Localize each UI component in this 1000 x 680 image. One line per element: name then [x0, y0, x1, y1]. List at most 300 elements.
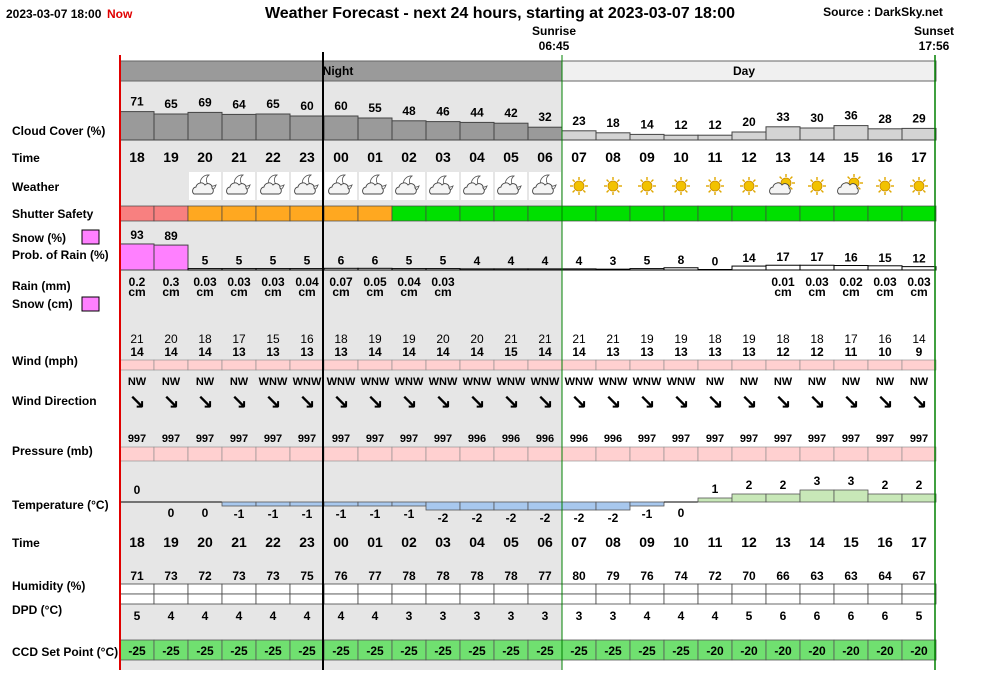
precip-amount: 0.07: [329, 275, 353, 289]
label-wind-direction: Wind Direction: [12, 394, 97, 408]
pressure-bar: [766, 447, 800, 461]
precip-unit: cm: [400, 285, 418, 299]
precip-unit: cm: [196, 285, 214, 299]
precip-unit: cm: [264, 285, 282, 299]
pressure-bar: [426, 447, 460, 461]
cloud-cover-bar: [732, 132, 766, 140]
wind-arrow: ↘: [196, 392, 214, 414]
cloud-cover-label: 48: [402, 103, 416, 118]
ccd-set-point-label: -25: [536, 644, 554, 658]
shutter-safety-cell: [766, 206, 800, 221]
pressure-bar: [222, 447, 256, 461]
rain-probability-label: 17: [810, 250, 824, 265]
wind-speed-label: 11: [844, 345, 858, 359]
label-snow-cm: Snow (cm): [12, 297, 73, 311]
shutter-safety-cell: [528, 206, 562, 221]
humidity-label: 75: [300, 569, 314, 583]
cloud-cover-label: 42: [504, 106, 518, 121]
shutter-safety-cell: [154, 206, 188, 221]
wind-arrow: ↘: [808, 392, 826, 414]
time-label: 18: [129, 149, 145, 165]
cloud-cover-label: 60: [300, 99, 314, 113]
time-label: 10: [673, 149, 689, 165]
temperature-label: -1: [369, 507, 381, 521]
cloud-cover-label: 32: [538, 110, 552, 125]
rain-probability-label: 12: [912, 251, 926, 266]
temperature-bar: [902, 494, 936, 502]
pressure-bar: [392, 447, 426, 461]
wind-direction-label: WNW: [564, 376, 594, 388]
shutter-safety-cell: [834, 206, 868, 221]
dpd-bar: [630, 594, 664, 604]
wind-bar: [528, 360, 562, 370]
time-label: 08: [605, 149, 621, 165]
precip-amount: 0.01: [771, 275, 795, 289]
wind-direction-label: WNW: [394, 376, 424, 388]
rain-probability-bar: [868, 266, 902, 270]
humidity-label: 71: [130, 569, 144, 583]
cloud-cover-label: 33: [776, 109, 790, 124]
wind-arrow: ↘: [570, 392, 588, 414]
wind-speed-label: 13: [708, 345, 722, 359]
temperature-label: 2: [915, 478, 923, 492]
precip-amount: 0.03: [193, 275, 217, 289]
pressure-label: 997: [297, 433, 317, 445]
rain-probability-label: 5: [439, 253, 447, 268]
time-label: 14: [809, 149, 825, 165]
temperature-label: -2: [505, 511, 517, 525]
shutter-safety-cell: [120, 206, 154, 221]
cloud-cover-bar: [426, 122, 460, 140]
snow-probability-label: 93: [130, 227, 144, 242]
cloud-cover-bar: [800, 128, 834, 140]
dpd-bar: [290, 594, 324, 604]
time-label: 16: [877, 149, 893, 165]
wind-bar: [800, 360, 834, 370]
dpd-label: 6: [813, 609, 821, 623]
cloud-cover-label: 30: [810, 111, 824, 125]
pressure-bar: [664, 447, 698, 461]
pressure-bar: [800, 447, 834, 461]
time-label-bottom: 04: [469, 534, 485, 550]
wind-arrow: ↘: [298, 392, 316, 414]
time-label: 13: [775, 149, 791, 165]
cloud-cover-label: 12: [674, 118, 688, 133]
shutter-safety-cell: [630, 206, 664, 221]
humidity-bar: [596, 584, 630, 594]
time-label: 12: [741, 149, 757, 165]
humidity-bar: [290, 584, 324, 594]
time-label-bottom: 12: [741, 534, 757, 550]
wind-bar: [460, 360, 494, 370]
wind-direction-label: WNW: [632, 376, 662, 388]
wind-arrow: ↘: [264, 392, 282, 414]
wind-bar: [290, 360, 324, 370]
legend-snow-cm: [82, 297, 99, 311]
time-label-bottom: 14: [809, 534, 825, 550]
dpd-bar: [324, 594, 358, 604]
wind-speed-label: 14: [368, 345, 382, 359]
wind-speed-label: 13: [674, 345, 688, 359]
time-label: 11: [707, 149, 723, 165]
precip-amount: 0.04: [295, 275, 319, 289]
label-humidity: Humidity (%): [12, 579, 86, 593]
wind-bar: [868, 360, 902, 370]
rain-probability-bar: [902, 267, 936, 270]
wind-arrow: ↘: [468, 392, 486, 414]
wind-arrow: ↘: [876, 392, 894, 414]
humidity-label: 66: [776, 569, 790, 583]
dpd-label: 6: [881, 609, 889, 623]
shutter-safety-cell: [188, 206, 222, 221]
temperature-label: 0: [167, 506, 175, 520]
shutter-safety-cell: [392, 206, 426, 221]
wind-gust-label: 17: [844, 332, 858, 346]
dpd-label: 3: [405, 609, 413, 623]
rain-probability-label: 16: [844, 250, 858, 265]
wind-direction-label: WNW: [292, 376, 322, 388]
wind-direction-label: NW: [773, 376, 793, 388]
page-title: Weather Forecast - next 24 hours, starting at 2023-03-07 18:00: [264, 5, 736, 22]
cloud-cover-bar: [324, 116, 358, 140]
wind-speed-label: 9: [915, 345, 923, 359]
rain-probability-label: 6: [337, 253, 345, 268]
temperature-bar: [766, 494, 800, 502]
sun-icon: [740, 177, 758, 195]
ccd-set-point-label: -25: [502, 644, 520, 658]
pressure-bar: [460, 447, 494, 461]
wind-speed-label: 13: [232, 345, 246, 359]
wind-arrow: ↘: [604, 392, 622, 414]
rain-probability-bar: [494, 269, 528, 270]
wind-gust-label: 20: [436, 332, 450, 346]
wind-gust-label: 21: [572, 332, 586, 346]
pressure-bar: [902, 447, 936, 461]
cloud-cover-bar: [664, 135, 698, 140]
sunset-label: Sunset: [913, 24, 955, 38]
wind-gust-label: 20: [164, 332, 178, 346]
wind-speed-label: 12: [776, 345, 790, 359]
cloud-cover-bar: [494, 123, 528, 140]
wind-direction-label: WNW: [462, 376, 492, 388]
time-label-bottom: 10: [673, 534, 689, 550]
ccd-set-point-label: -25: [332, 644, 350, 658]
rain-probability-bar: [290, 269, 324, 270]
dpd-bar: [120, 594, 154, 604]
cloud-cover-bar: [630, 134, 664, 140]
temperature-bar: [868, 494, 902, 502]
temperature-label: -1: [233, 507, 245, 521]
day-band-label: Day: [732, 64, 756, 78]
pressure-label: 997: [739, 433, 759, 445]
cloud-cover-bar: [460, 122, 494, 140]
pressure-bar: [188, 447, 222, 461]
rain-probability-label: 5: [269, 253, 277, 268]
shutter-safety-cell: [902, 206, 936, 221]
humidity-bar: [324, 584, 358, 594]
rain-probability-label: 5: [201, 253, 209, 268]
timestamp: 2023-03-07 18:00: [6, 7, 102, 21]
ccd-set-point-label: -25: [570, 644, 588, 658]
time-label-bottom: 00: [333, 534, 349, 550]
wind-speed-label: 14: [198, 345, 212, 359]
dpd-label: 3: [507, 609, 515, 623]
dpd-label: 4: [167, 609, 175, 623]
time-label: 20: [197, 149, 213, 165]
wind-direction-label: NW: [875, 376, 895, 388]
legend-snow-pct: [82, 230, 99, 244]
label-wind: Wind (mph): [12, 354, 78, 368]
dpd-label: 4: [371, 609, 379, 623]
wind-direction-label: NW: [127, 376, 147, 388]
precip-amount: 0.03: [907, 275, 931, 289]
cloud-cover-label: 64: [232, 97, 246, 112]
wind-arrow: ↘: [910, 392, 928, 414]
rain-probability-label: 5: [643, 253, 651, 268]
cloud-cover-label: 23: [572, 113, 586, 128]
wind-direction-label: NW: [705, 376, 725, 388]
rain-probability-bar: [732, 266, 766, 270]
dpd-bar: [800, 594, 834, 604]
wind-direction-label: NW: [161, 376, 181, 388]
humidity-bar: [630, 584, 664, 594]
temperature-label: 0: [677, 506, 685, 520]
wind-direction-label: WNW: [530, 376, 560, 388]
sunrise-time: 06:45: [538, 39, 570, 53]
dpd-bar: [834, 594, 868, 604]
humidity-bar: [868, 584, 902, 594]
humidity-label: 72: [198, 569, 212, 583]
temperature-bar: [630, 502, 664, 506]
temperature-bar: [358, 502, 392, 506]
time-label-bottom: 02: [401, 534, 417, 550]
ccd-set-point-label: -20: [740, 644, 758, 658]
wind-gust-label: 21: [130, 332, 144, 346]
ccd-set-point-label: -25: [468, 644, 486, 658]
humidity-bar: [120, 584, 154, 594]
temperature-label: 3: [813, 474, 821, 488]
rain-probability-bar: [664, 268, 698, 270]
rain-probability-bar: [698, 270, 732, 271]
humidity-label: 73: [164, 569, 178, 583]
time-label-bottom: 03: [435, 534, 451, 550]
humidity-bar: [426, 584, 460, 594]
humidity-label: 64: [878, 569, 892, 583]
wind-speed-label: 14: [402, 345, 416, 359]
time-label-bottom: 19: [163, 534, 179, 550]
precip-amount: 0.03: [261, 275, 285, 289]
cloud-cover-bar: [188, 112, 222, 140]
cloud-cover-label: 20: [742, 115, 756, 129]
sun-icon: [808, 177, 826, 195]
wind-arrow: ↘: [332, 392, 350, 414]
ccd-set-point-label: -25: [298, 644, 316, 658]
wind-arrow: ↘: [128, 392, 146, 414]
rain-probability-bar: [766, 265, 800, 270]
rain-probability-label: 6: [371, 253, 379, 268]
pressure-bar: [358, 447, 392, 461]
wind-direction-label: WNW: [666, 376, 696, 388]
dpd-label: 3: [575, 609, 583, 623]
pressure-label: 996: [467, 433, 487, 445]
wind-bar: [902, 360, 936, 370]
wind-speed-label: 15: [504, 345, 518, 359]
rain-probability-bar: [324, 268, 358, 270]
humidity-bar: [154, 584, 188, 594]
dpd-label: 4: [337, 609, 345, 623]
time-label: 01: [367, 149, 383, 165]
shutter-safety-cell: [256, 206, 290, 221]
label-dpd: DPD (°C): [12, 603, 63, 617]
cloud-cover-bar: [120, 112, 154, 140]
temperature-label: -1: [641, 507, 653, 521]
temperature-label: -2: [573, 511, 585, 525]
humidity-label: 78: [436, 569, 450, 583]
humidity-label: 72: [708, 569, 722, 583]
shutter-safety-cell: [494, 206, 528, 221]
wind-bar: [732, 360, 766, 370]
temperature-label: 2: [745, 478, 753, 492]
pressure-label: 997: [875, 433, 895, 445]
ccd-set-point-label: -25: [604, 644, 622, 658]
rain-probability-label: 5: [303, 253, 311, 268]
dpd-label: 5: [133, 609, 141, 623]
dpd-label: 4: [677, 609, 685, 623]
cloud-cover-bar: [358, 118, 392, 140]
wind-gust-label: 16: [300, 332, 314, 346]
shutter-safety-cell: [732, 206, 766, 221]
humidity-label: 77: [538, 569, 552, 583]
humidity-bar: [494, 584, 528, 594]
wind-direction-label: WNW: [258, 376, 288, 388]
cloud-cover-label: 46: [436, 104, 450, 119]
wind-gust-label: 19: [402, 332, 416, 346]
wind-speed-label: 14: [572, 345, 586, 359]
temperature-bar: [698, 498, 732, 502]
cloud-cover-bar: [562, 131, 596, 140]
ccd-set-point-label: -25: [128, 644, 146, 658]
rain-probability-label: 0: [711, 254, 719, 269]
pressure-label: 997: [331, 433, 351, 445]
ccd-set-point-label: -25: [366, 644, 384, 658]
precip-unit: cm: [808, 285, 826, 299]
time-label-bottom: 22: [265, 534, 281, 550]
temperature-bar: [800, 490, 834, 502]
temperature-bar: [834, 490, 868, 502]
precip-unit: cm: [876, 285, 894, 299]
dpd-bar: [732, 594, 766, 604]
wind-direction-label: NW: [807, 376, 827, 388]
rain-probability-bar: [392, 269, 426, 270]
ccd-set-point-label: -25: [162, 644, 180, 658]
precip-amount: 0.03: [873, 275, 897, 289]
label-ccd: CCD Set Point (°C): [12, 645, 119, 659]
precip-amount: 0.2: [128, 275, 146, 289]
pressure-label: 997: [161, 433, 181, 445]
dpd-bar: [766, 594, 800, 604]
cloud-cover-bar: [256, 114, 290, 140]
dpd-label: 4: [201, 609, 209, 623]
ccd-set-point-label: -25: [434, 644, 452, 658]
night-band-label: Night: [322, 64, 354, 78]
temperature-bar: [596, 502, 630, 510]
wind-speed-label: 10: [878, 345, 892, 359]
time-label-bottom: 07: [571, 534, 587, 550]
wind-gust-label: 19: [674, 332, 688, 346]
label-pressure: Pressure (mb): [12, 444, 93, 458]
humidity-bar: [698, 584, 732, 594]
snow-probability-label: 89: [164, 229, 178, 244]
precip-unit: cm: [162, 285, 180, 299]
wind-bar: [596, 360, 630, 370]
pressure-label: 997: [433, 433, 453, 445]
rain-probability-bar: [834, 266, 868, 270]
precip-amount: 0.03: [431, 275, 455, 289]
temperature-label: 0: [133, 483, 141, 497]
humidity-label: 79: [606, 569, 620, 583]
ccd-set-point-label: -20: [876, 644, 894, 658]
shutter-safety-cell: [800, 206, 834, 221]
dpd-bar: [494, 594, 528, 604]
temperature-label: -1: [301, 507, 313, 521]
wind-bar: [222, 360, 256, 370]
dpd-bar: [868, 594, 902, 604]
dpd-label: 5: [745, 609, 753, 623]
temperature-label: 3: [847, 474, 855, 488]
wind-bar: [562, 360, 596, 370]
shutter-safety-cell: [596, 206, 630, 221]
pressure-label: 997: [365, 433, 385, 445]
cloud-cover-label: 65: [164, 97, 178, 111]
time-label-bottom: 09: [639, 534, 655, 550]
wind-gust-label: 21: [538, 332, 552, 346]
wind-direction-label: WNW: [360, 376, 390, 388]
wind-bar: [188, 360, 222, 370]
time-label: 19: [163, 149, 179, 165]
rain-probability-label: 4: [507, 253, 515, 268]
precip-amount: 0.3: [162, 275, 180, 289]
cloud-cover-bar: [766, 127, 800, 140]
dpd-label: 5: [915, 609, 923, 623]
temperature-bar: [732, 494, 766, 502]
temperature-label: 1: [711, 482, 719, 496]
label-time: Time: [12, 151, 40, 165]
pressure-label: 996: [569, 433, 589, 445]
dpd-label: 3: [473, 609, 481, 623]
humidity-label: 80: [572, 569, 586, 583]
shutter-safety-cell: [222, 206, 256, 221]
wind-gust-label: 17: [232, 332, 246, 346]
rain-probability-label: 17: [776, 250, 790, 265]
time-label: 09: [639, 149, 655, 165]
pressure-bar: [154, 447, 188, 461]
humidity-label: 77: [368, 569, 382, 583]
time-label-bottom: 06: [537, 534, 553, 550]
label-weather: Weather: [12, 180, 60, 194]
rain-probability-label: 15: [878, 250, 892, 265]
source-label: Source : DarkSky.net: [823, 5, 943, 19]
temperature-bar: [392, 502, 426, 506]
humidity-bar: [902, 584, 936, 594]
pressure-label: 997: [773, 433, 793, 445]
label-prob-rain: Prob. of Rain (%): [12, 248, 109, 262]
dpd-label: 4: [303, 609, 311, 623]
wind-gust-label: 18: [810, 332, 824, 346]
wind-gust-label: 14: [912, 332, 926, 346]
time-label-bottom: 11: [707, 534, 723, 550]
time-label-bottom: 01: [367, 534, 383, 550]
time-label: 04: [469, 149, 485, 165]
